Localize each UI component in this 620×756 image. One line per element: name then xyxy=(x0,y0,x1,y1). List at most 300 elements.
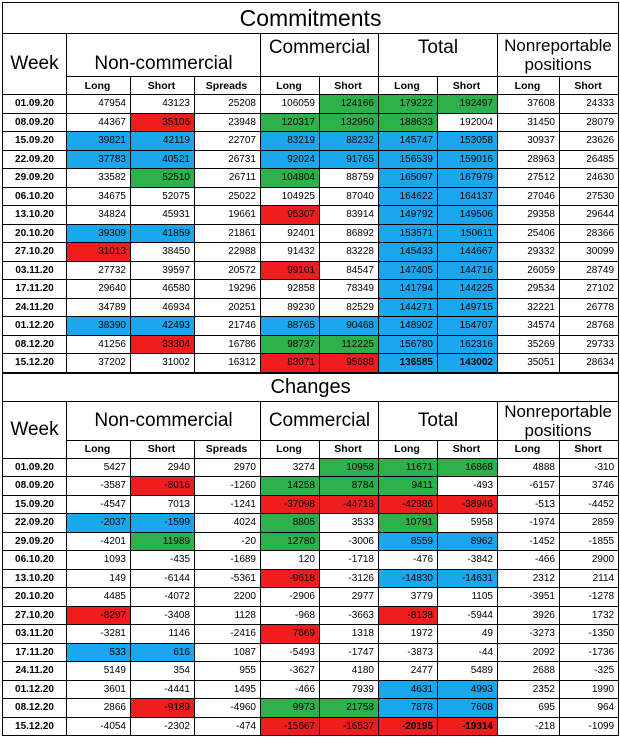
value-cell: -474 xyxy=(195,717,261,736)
week-cell: 24.11.20 xyxy=(3,662,67,681)
week-cell: 15.12.20 xyxy=(3,717,67,736)
value-cell: -4054 xyxy=(67,717,131,736)
value-cell: 42493 xyxy=(131,317,195,336)
value-cell: 26778 xyxy=(560,298,619,317)
value-cell: 4485 xyxy=(67,588,131,607)
value-cell: -9618 xyxy=(261,569,320,588)
value-cell: -1747 xyxy=(320,643,379,662)
value-cell: 9411 xyxy=(379,477,438,496)
value-cell: 149 xyxy=(67,569,131,588)
week-header: Week xyxy=(3,34,67,95)
sub-short: Short xyxy=(438,77,498,95)
table-row xyxy=(3,569,619,588)
value-cell: 52510 xyxy=(131,169,195,188)
value-cell: 32221 xyxy=(498,298,560,317)
table-row xyxy=(3,132,619,151)
table-row xyxy=(3,187,619,206)
value-cell: 7939 xyxy=(320,680,379,699)
week-cell: 20.10.20 xyxy=(3,588,67,607)
value-cell: 45931 xyxy=(131,206,195,225)
value-cell: -1855 xyxy=(560,532,619,551)
value-cell: 164137 xyxy=(438,187,498,206)
value-cell: -14830 xyxy=(379,569,438,588)
value-cell: 5958 xyxy=(438,514,498,533)
value-cell: 37202 xyxy=(67,354,131,373)
sub-short: Short xyxy=(131,440,195,458)
value-cell: 1128 xyxy=(195,606,261,625)
table-row xyxy=(3,643,619,662)
table-row xyxy=(3,532,619,551)
value-cell: 82529 xyxy=(320,298,379,317)
changes-title: Changes xyxy=(3,373,619,401)
value-cell: 38450 xyxy=(131,243,195,262)
value-cell: 153058 xyxy=(438,132,498,151)
value-cell: 167979 xyxy=(438,169,498,188)
sub-short: Short xyxy=(438,440,498,458)
value-cell: 30099 xyxy=(560,243,619,262)
table-row xyxy=(3,169,619,188)
value-cell: 4993 xyxy=(438,680,498,699)
value-cell: 955 xyxy=(195,662,261,681)
table-row xyxy=(3,280,619,299)
value-cell: 37608 xyxy=(498,95,560,114)
value-cell: 29733 xyxy=(560,335,619,354)
value-cell: 1990 xyxy=(560,680,619,699)
value-cell: 354 xyxy=(131,662,195,681)
week-cell: 06.10.20 xyxy=(3,187,67,206)
value-cell: 192004 xyxy=(438,113,498,132)
value-cell: -3663 xyxy=(320,606,379,625)
value-cell: -3627 xyxy=(261,662,320,681)
week-cell: 03.11.20 xyxy=(3,625,67,644)
value-cell: 2688 xyxy=(498,662,560,681)
sub-short: Short xyxy=(320,77,379,95)
value-cell: 49 xyxy=(438,625,498,644)
value-cell: 19296 xyxy=(195,280,261,299)
value-cell: 88759 xyxy=(320,169,379,188)
value-cell: -9189 xyxy=(131,699,195,718)
value-cell: 10791 xyxy=(379,514,438,533)
value-cell: -3281 xyxy=(67,625,131,644)
value-cell: 26059 xyxy=(498,261,560,280)
value-cell: -3842 xyxy=(438,551,498,570)
value-cell: 2970 xyxy=(195,458,261,477)
cot-report xyxy=(2,2,618,736)
value-cell: 10958 xyxy=(320,458,379,477)
week-cell: 20.10.20 xyxy=(3,224,67,243)
value-cell: -2037 xyxy=(67,514,131,533)
week-cell: 08.12.20 xyxy=(3,335,67,354)
table-row xyxy=(3,588,619,607)
week-cell: 17.11.20 xyxy=(3,280,67,299)
value-cell: -476 xyxy=(379,551,438,570)
value-cell: 89230 xyxy=(261,298,320,317)
value-cell: 25022 xyxy=(195,187,261,206)
value-cell: 95688 xyxy=(320,354,379,373)
value-cell: 8784 xyxy=(320,477,379,496)
value-cell: 11671 xyxy=(379,458,438,477)
value-cell: 16868 xyxy=(438,458,498,477)
value-cell: 27530 xyxy=(560,187,619,206)
sub-spreads: Spreads xyxy=(195,77,261,95)
table-row xyxy=(3,224,619,243)
value-cell: 5427 xyxy=(67,458,131,477)
value-cell: -5361 xyxy=(195,569,261,588)
table-row xyxy=(3,298,619,317)
table-row xyxy=(3,335,619,354)
table-row xyxy=(3,514,619,533)
commitments-title: Commitments xyxy=(3,3,619,34)
value-cell: -1718 xyxy=(320,551,379,570)
value-cell: 1495 xyxy=(195,680,261,699)
table-row xyxy=(3,150,619,169)
total-header: Total xyxy=(379,401,498,440)
value-cell: 39309 xyxy=(67,224,131,243)
value-cell: 24630 xyxy=(560,169,619,188)
value-cell: 29534 xyxy=(498,280,560,299)
total-header: Total xyxy=(379,34,498,77)
value-cell: 21758 xyxy=(320,699,379,718)
value-cell: 2114 xyxy=(560,569,619,588)
value-cell: -20195 xyxy=(379,717,438,736)
sub-long: Long xyxy=(498,440,560,458)
table-row xyxy=(3,551,619,570)
value-cell: 964 xyxy=(560,699,619,718)
value-cell: 29640 xyxy=(67,280,131,299)
value-cell: 83228 xyxy=(320,243,379,262)
sub-short: Short xyxy=(320,440,379,458)
value-cell: 31002 xyxy=(131,354,195,373)
value-cell: 33304 xyxy=(131,335,195,354)
value-cell: -1974 xyxy=(498,514,560,533)
week-cell: 27.10.20 xyxy=(3,606,67,625)
value-cell: 28079 xyxy=(560,113,619,132)
value-cell: -6144 xyxy=(131,569,195,588)
changes-body xyxy=(3,458,619,736)
value-cell: 22988 xyxy=(195,243,261,262)
table-row xyxy=(3,354,619,373)
value-cell: 83219 xyxy=(261,132,320,151)
nonreportable-header: Nonreportable positions xyxy=(498,34,619,77)
value-cell: 23948 xyxy=(195,113,261,132)
value-cell: 26731 xyxy=(195,150,261,169)
value-cell: 2352 xyxy=(498,680,560,699)
week-cell: 03.11.20 xyxy=(3,261,67,280)
value-cell: 27102 xyxy=(560,280,619,299)
value-cell: 1972 xyxy=(379,625,438,644)
value-cell: -4960 xyxy=(195,699,261,718)
value-cell: 37783 xyxy=(67,150,131,169)
value-cell: 21861 xyxy=(195,224,261,243)
value-cell: 98737 xyxy=(261,335,320,354)
value-cell: -466 xyxy=(498,551,560,570)
noncommercial-header: Non-commercial xyxy=(67,34,261,77)
value-cell: 144716 xyxy=(438,261,498,280)
value-cell: 162316 xyxy=(438,335,498,354)
value-cell: 28768 xyxy=(560,317,619,336)
value-cell: 5149 xyxy=(67,662,131,681)
value-cell: 1093 xyxy=(67,551,131,570)
value-cell: -513 xyxy=(498,495,560,514)
value-cell: 2977 xyxy=(320,588,379,607)
value-cell: 35051 xyxy=(498,354,560,373)
value-cell: 153571 xyxy=(379,224,438,243)
sub-short: Short xyxy=(560,440,619,458)
value-cell: -968 xyxy=(261,606,320,625)
table-row xyxy=(3,606,619,625)
value-cell: -20 xyxy=(195,532,261,551)
value-cell: 91765 xyxy=(320,150,379,169)
value-cell: 43123 xyxy=(131,95,195,114)
value-cell: 29358 xyxy=(498,206,560,225)
table-row xyxy=(3,206,619,225)
value-cell: 47954 xyxy=(67,95,131,114)
commercial-header: Commercial xyxy=(261,34,379,77)
week-cell: 22.09.20 xyxy=(3,514,67,533)
value-cell: 84547 xyxy=(320,261,379,280)
value-cell: 144225 xyxy=(438,280,498,299)
value-cell: 11989 xyxy=(131,532,195,551)
sub-long: Long xyxy=(261,440,320,458)
value-cell: -493 xyxy=(438,477,498,496)
value-cell: -37098 xyxy=(261,495,320,514)
value-cell: 24333 xyxy=(560,95,619,114)
value-cell: -42886 xyxy=(379,495,438,514)
value-cell: 149715 xyxy=(438,298,498,317)
value-cell: 7013 xyxy=(131,495,195,514)
value-cell: 92858 xyxy=(261,280,320,299)
value-cell: 2940 xyxy=(131,458,195,477)
value-cell: 2859 xyxy=(560,514,619,533)
value-cell: -2906 xyxy=(261,588,320,607)
value-cell: 38390 xyxy=(67,317,131,336)
sub-long: Long xyxy=(379,440,438,458)
value-cell: 3746 xyxy=(560,477,619,496)
value-cell: 25208 xyxy=(195,95,261,114)
value-cell: 4180 xyxy=(320,662,379,681)
value-cell: -3873 xyxy=(379,643,438,662)
value-cell: 83071 xyxy=(261,354,320,373)
value-cell: -3006 xyxy=(320,532,379,551)
week-cell: 08.09.20 xyxy=(3,477,67,496)
value-cell: 120317 xyxy=(261,113,320,132)
table-row xyxy=(3,261,619,280)
week-cell: 29.09.20 xyxy=(3,169,67,188)
value-cell: 4024 xyxy=(195,514,261,533)
value-cell: 120 xyxy=(261,551,320,570)
value-cell: 52075 xyxy=(131,187,195,206)
value-cell: 34789 xyxy=(67,298,131,317)
value-cell: -3273 xyxy=(498,625,560,644)
table-row xyxy=(3,699,619,718)
week-cell: 15.09.20 xyxy=(3,132,67,151)
value-cell: 34824 xyxy=(67,206,131,225)
value-cell: 31450 xyxy=(498,113,560,132)
value-cell: 25406 xyxy=(498,224,560,243)
value-cell: -325 xyxy=(560,662,619,681)
value-cell: 112225 xyxy=(320,335,379,354)
value-cell: 29644 xyxy=(560,206,619,225)
value-cell: 2900 xyxy=(560,551,619,570)
table-row xyxy=(3,477,619,496)
value-cell: -4072 xyxy=(131,588,195,607)
value-cell: 2200 xyxy=(195,588,261,607)
week-cell: 29.09.20 xyxy=(3,532,67,551)
week-cell: 13.10.20 xyxy=(3,569,67,588)
sub-long: Long xyxy=(498,77,560,95)
value-cell: 149792 xyxy=(379,206,438,225)
value-cell: -2302 xyxy=(131,717,195,736)
week-cell: 01.09.20 xyxy=(3,458,67,477)
value-cell: 44367 xyxy=(67,113,131,132)
value-cell: 8962 xyxy=(438,532,498,551)
sub-long: Long xyxy=(67,440,131,458)
value-cell: 92401 xyxy=(261,224,320,243)
value-cell: 27512 xyxy=(498,169,560,188)
table-row xyxy=(3,680,619,699)
value-cell: 143002 xyxy=(438,354,498,373)
value-cell: -1689 xyxy=(195,551,261,570)
table-row xyxy=(3,243,619,262)
value-cell: 26711 xyxy=(195,169,261,188)
value-cell: 35269 xyxy=(498,335,560,354)
table-row xyxy=(3,317,619,336)
value-cell: 2312 xyxy=(498,569,560,588)
value-cell: 22707 xyxy=(195,132,261,151)
value-cell: 34675 xyxy=(67,187,131,206)
value-cell: 1146 xyxy=(131,625,195,644)
value-cell: 3274 xyxy=(261,458,320,477)
value-cell: 1318 xyxy=(320,625,379,644)
value-cell: 41256 xyxy=(67,335,131,354)
value-cell: 31013 xyxy=(67,243,131,262)
value-cell: 147405 xyxy=(379,261,438,280)
value-cell: -15667 xyxy=(261,717,320,736)
value-cell: -8138 xyxy=(379,606,438,625)
table-row xyxy=(3,458,619,477)
value-cell: 28963 xyxy=(498,150,560,169)
table-row xyxy=(3,95,619,114)
value-cell: -1599 xyxy=(131,514,195,533)
value-cell: -4201 xyxy=(67,532,131,551)
value-cell: 149506 xyxy=(438,206,498,225)
value-cell: 28749 xyxy=(560,261,619,280)
value-cell: 695 xyxy=(498,699,560,718)
value-cell: 150611 xyxy=(438,224,498,243)
value-cell: 40521 xyxy=(131,150,195,169)
value-cell: 192497 xyxy=(438,95,498,114)
value-cell: 16786 xyxy=(195,335,261,354)
value-cell: -1099 xyxy=(560,717,619,736)
value-cell: -44 xyxy=(438,643,498,662)
value-cell: -1260 xyxy=(195,477,261,496)
week-cell: 15.12.20 xyxy=(3,354,67,373)
value-cell: 14258 xyxy=(261,477,320,496)
nonreportable-header: Nonreportable positions xyxy=(498,401,619,440)
value-cell: 27732 xyxy=(67,261,131,280)
value-cell: 616 xyxy=(131,643,195,662)
value-cell: -3408 xyxy=(131,606,195,625)
value-cell: 2866 xyxy=(67,699,131,718)
value-cell: -1350 xyxy=(560,625,619,644)
week-cell: 22.09.20 xyxy=(3,150,67,169)
value-cell: 145433 xyxy=(379,243,438,262)
value-cell: -38946 xyxy=(438,495,498,514)
value-cell: 20572 xyxy=(195,261,261,280)
value-cell: 104925 xyxy=(261,187,320,206)
value-cell: 91432 xyxy=(261,243,320,262)
value-cell: -3951 xyxy=(498,588,560,607)
value-cell: 7878 xyxy=(379,699,438,718)
week-cell: 08.09.20 xyxy=(3,113,67,132)
value-cell: 188633 xyxy=(379,113,438,132)
value-cell: 156539 xyxy=(379,150,438,169)
value-cell: 21746 xyxy=(195,317,261,336)
value-cell: 9973 xyxy=(261,699,320,718)
value-cell: 99101 xyxy=(261,261,320,280)
commitments-subheader-row xyxy=(3,77,619,95)
value-cell: 145747 xyxy=(379,132,438,151)
value-cell: 78349 xyxy=(320,280,379,299)
sub-long: Long xyxy=(261,77,320,95)
table-row xyxy=(3,717,619,736)
value-cell: 39597 xyxy=(131,261,195,280)
value-cell: 27046 xyxy=(498,187,560,206)
week-cell: 01.09.20 xyxy=(3,95,67,114)
value-cell: 159016 xyxy=(438,150,498,169)
value-cell: 4888 xyxy=(498,458,560,477)
value-cell: 124166 xyxy=(320,95,379,114)
value-cell: -1736 xyxy=(560,643,619,662)
value-cell: 88765 xyxy=(261,317,320,336)
value-cell: 20251 xyxy=(195,298,261,317)
commercial-header: Commercial xyxy=(261,401,379,440)
value-cell: -8016 xyxy=(131,477,195,496)
value-cell: 83914 xyxy=(320,206,379,225)
week-cell: 17.11.20 xyxy=(3,643,67,662)
value-cell: 39821 xyxy=(67,132,131,151)
sub-long: Long xyxy=(67,77,131,95)
value-cell: 8805 xyxy=(261,514,320,533)
sub-short: Short xyxy=(131,77,195,95)
value-cell: 141794 xyxy=(379,280,438,299)
commitments-table xyxy=(2,2,619,373)
commitments-body xyxy=(3,95,619,373)
value-cell: 5489 xyxy=(438,662,498,681)
value-cell: 30937 xyxy=(498,132,560,151)
value-cell: 2477 xyxy=(379,662,438,681)
value-cell: 88232 xyxy=(320,132,379,151)
value-cell: 2092 xyxy=(498,643,560,662)
value-cell: 19661 xyxy=(195,206,261,225)
value-cell: -4441 xyxy=(131,680,195,699)
sub-spreads: Spreads xyxy=(195,440,261,458)
week-cell: 13.10.20 xyxy=(3,206,67,225)
value-cell: 144271 xyxy=(379,298,438,317)
value-cell: 156780 xyxy=(379,335,438,354)
value-cell: 33582 xyxy=(67,169,131,188)
value-cell: 28366 xyxy=(560,224,619,243)
value-cell: 1087 xyxy=(195,643,261,662)
value-cell: 92024 xyxy=(261,150,320,169)
value-cell: 1732 xyxy=(560,606,619,625)
value-cell: 7669 xyxy=(261,625,320,644)
value-cell: 3533 xyxy=(320,514,379,533)
value-cell: -3587 xyxy=(67,477,131,496)
changes-subheader-row xyxy=(3,440,619,458)
value-cell: 3926 xyxy=(498,606,560,625)
value-cell: -2416 xyxy=(195,625,261,644)
